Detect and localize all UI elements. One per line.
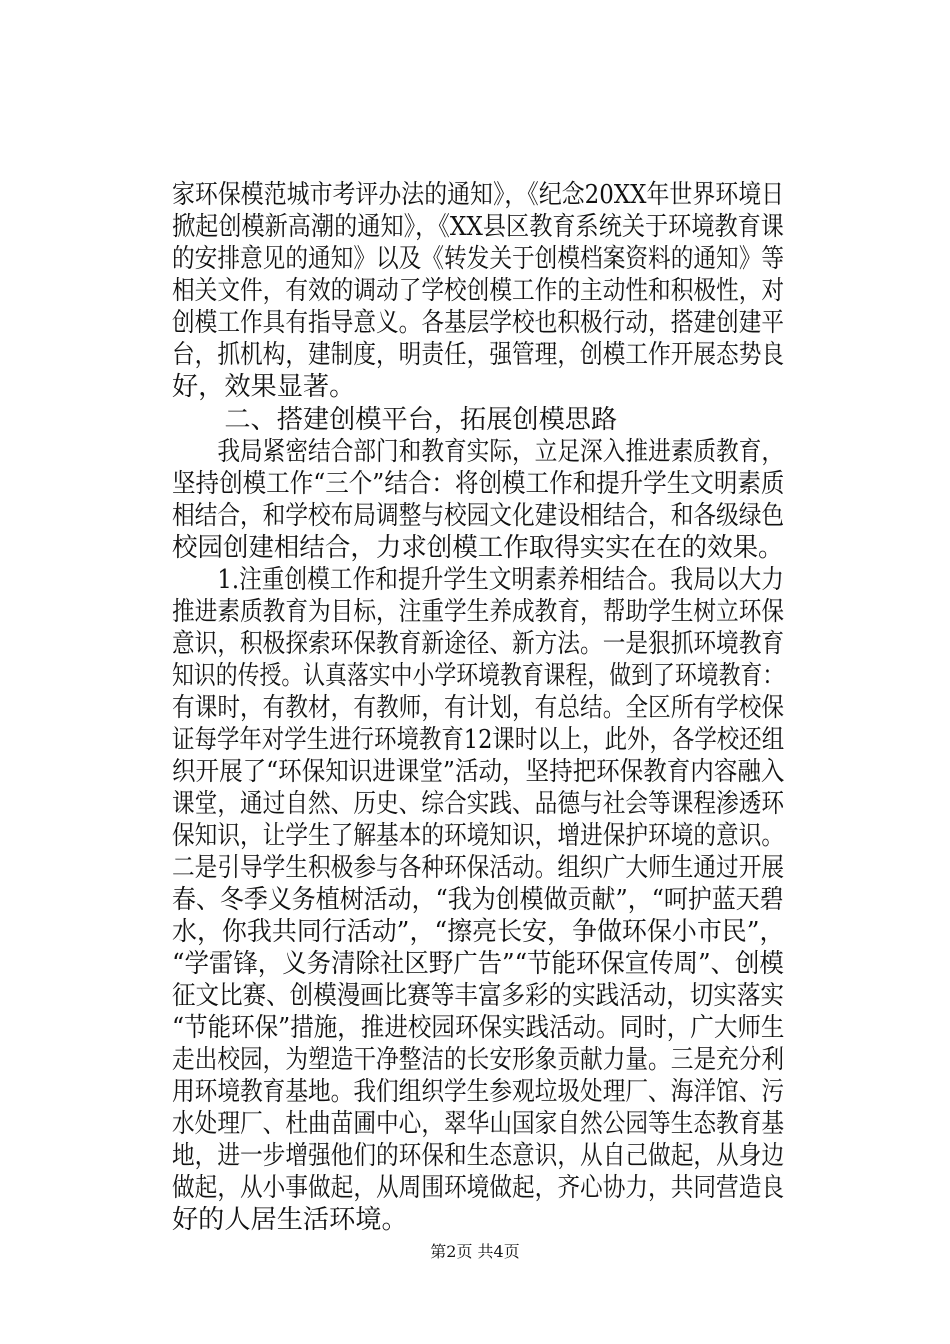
body-line: 保知识，让学生了解基本的环境知识，增进保护环境的意识。 [172,821,785,851]
body-line: “学雷锋，义务清除社区野广告”“节能环保宣传周”、创模 [172,949,784,979]
body-line: 相关文件，有效的调动了学校创模工作的主动性和积极性，对 [172,276,785,306]
body-line: 织开展了“环保知识进课堂”活动，坚持把环保教育内容融入 [172,757,785,787]
section-heading: 二、搭建创模平台，拓展创模思路 [172,405,618,435]
body-line: 课堂，通过自然、历史、综合实践、品德与社会等课程渗透环 [172,789,785,819]
body-line: 的安排意见的通知》以及《转发关于创模档案资料的通知》等 [172,244,785,274]
body-line: 做起，从小事做起，从周围环境做起，齐心协力，共同营造良 [172,1173,785,1203]
body-line: 好，效果显著。 [172,372,356,402]
body-line: 推进素质教育为目标，注重学生养成教育，帮助学生树立环保 [172,597,785,627]
body-line: 掀起创模新高潮的通知》，《XX县区教育系统关于环境教育课 [172,212,784,242]
body-line: 地，进一步增强他们的环保和生态意识，从自己做起，从身边 [172,1141,785,1171]
body-line: 用环境教育基地。我们组织学生参观垃圾处理厂、海洋馆、污 [172,1077,785,1107]
body-line: 知识的传授。认真落实中小学环境教育课程，做到了环境教育： [172,661,785,691]
body-line: 水，你我共同行活动”，“擦亮长安，争做环保小市民”， [172,917,785,947]
body-line: 台，抓机构，建制度，明责任，强管理，创模工作开展态势良 [172,340,785,370]
body-line: 征文比赛、创模漫画比赛等丰富多彩的实践活动，切实落实 [172,981,784,1011]
body-line: 相结合，和学校布局调整与校园文化建设相结合，和各级绿色 [172,501,785,531]
body-line: 创模工作具有指导意义。各基层学校也积极行动，搭建创建平 [172,308,785,338]
body-line: 二是引导学生积极参与各种环保活动。组织广大师生通过开展 [172,853,785,883]
page-number-footer: 第2页 共4页 [430,1242,520,1261]
body-line: 好的人居生活环境。 [172,1205,408,1235]
body-line: 春、冬季义务植树活动，“我为创模做贡献”，“呵护蓝天碧 [172,885,784,915]
body-line: 意识，积极探索环保教育新途径、新方法。一是狠抓环境教育 [172,629,785,659]
body-line: 水处理厂、杜曲苗圃中心，翠华山国家自然公园等生态教育基 [172,1109,785,1139]
body-line: 坚持创模工作“三个”结合：将创模工作和提升学生文明素质 [172,469,785,499]
body-line: 证每学年对学生进行环境教育12课时以上，此外，各学校还组 [172,725,785,755]
body-line: 1.注重创模工作和提升学生文明素养相结合。我局以大力 [172,565,784,595]
body-line: 有课时，有教材，有教师，有计划，有总结。全区所有学校保 [172,693,785,723]
body-line: 走出校园，为塑造干净整洁的长安形象贡献力量。三是充分利 [172,1045,785,1075]
body-line: “节能环保”措施，推进校园环保实践活动。同时，广大师生 [172,1013,785,1043]
body-line: 校园创建相结合，力求创模工作取得实实在在的效果。 [172,533,784,563]
body-line: 家环保模范城市考评办法的通知》，《纪念20XX年世界环境日 [172,180,785,210]
body-line: 我局紧密结合部门和教育实际，立足深入推进素质教育， [172,437,785,467]
